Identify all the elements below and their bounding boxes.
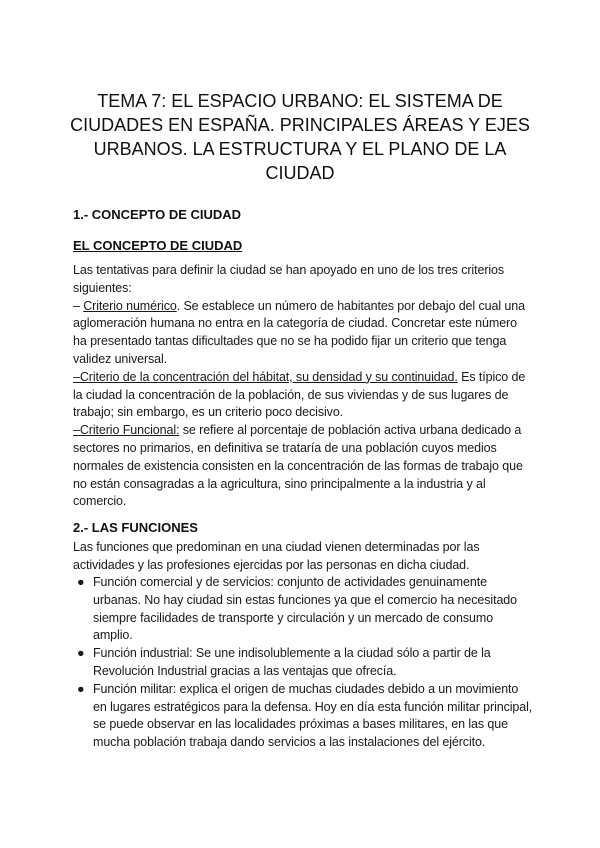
list-item-text: Función industrial: Se une indisolublemente a la ciudad sólo a partir de la Revolución Industrial gracias a las ventajas que ofrecía. [93,646,491,678]
section-heading-concepto: 1.- CONCEPTO DE CIUDAD [73,207,242,222]
bullet-icon: ● [77,575,85,589]
criterion-text: . Se establece un número de habitantes por debajo del cual una aglomeración humana no entra en la categoría de ciudad. Concretar este número ha presentado tantas dificultades que no se ha podido fijar un criterio que tenga validez universal. [73,298,525,366]
list-item-text: Función comercial y de servicios: conjunto de actividades genuinamente urbanas. No hay ciudad sin estas funciones ya que el comercio ha necesitado siempre facilidades de transporte y circulación y un mercado de consumo amplio. [93,575,518,643]
funciones-list [75,574,535,752]
list-item [75,681,535,752]
criterion-funcional [73,422,533,511]
criterion-label: –Criterio Funcional: [73,423,180,438]
bullet-icon: ● [77,646,85,661]
list-item [75,574,535,645]
section-heading-funciones: 2.- LAS FUNCIONES [73,520,198,535]
criterion-label: –Criterio de la concentración del hábitat, su densidad y su continuidad. [73,369,458,384]
criterion-numerico [73,298,533,369]
criterion-text: Es típico de la ciudad la concentración de la población, de sus viviendas y de sus lugares de trabajo; sin embargo, es un criterio poco decisivo. [73,369,526,420]
concepto-body [73,262,533,511]
criterion-label: Criterio numérico [83,298,177,313]
document-title: TEMA 7: EL ESPACIO URBANO: EL SISTEMA DE CIUDADES EN ESPAÑA. PRINCIPALES ÁREAS Y EJES URBANOS. LA ESTRUCTURA Y EL PLANO DE LA CIUDAD [70,91,530,183]
criterion-text: se refiere al porcentaje de población activa urbana dedicado a sectores no primarios, en definitiva se trataría de una población cuyos medios normales de existencia consisten en la concentración de las formas de trabajo que no están consagradas a la agricultura, sino principalmente a la industria y al comercio. [73,423,523,509]
list-item-text: Función militar: explica el origen de muchas ciudades debido a un movimiento en lugares estratégicos para la defensa. Hoy en día esta función militar principal, se puede observar en las localidades próximas a bases militares, en las que mucha población trabaja dando servicios a las instalaciones del ejército. [93,681,533,750]
criterion-concentracion [73,369,533,422]
bullet-icon: ● [77,681,85,696]
criterion-prefix: – [73,298,84,313]
subsection-heading-concepto: EL CONCEPTO DE CIUDAD [73,238,243,253]
list-item [75,645,535,681]
funciones-intro: Las funciones que predominan en una ciudad vienen determinadas por las actividades y las profesiones ejercidas por las personas en dicha ciudad. [73,540,480,572]
concepto-intro: Las tentativas para definir la ciudad se han apoyado en uno de los tres criterios siguientes: [73,263,505,295]
